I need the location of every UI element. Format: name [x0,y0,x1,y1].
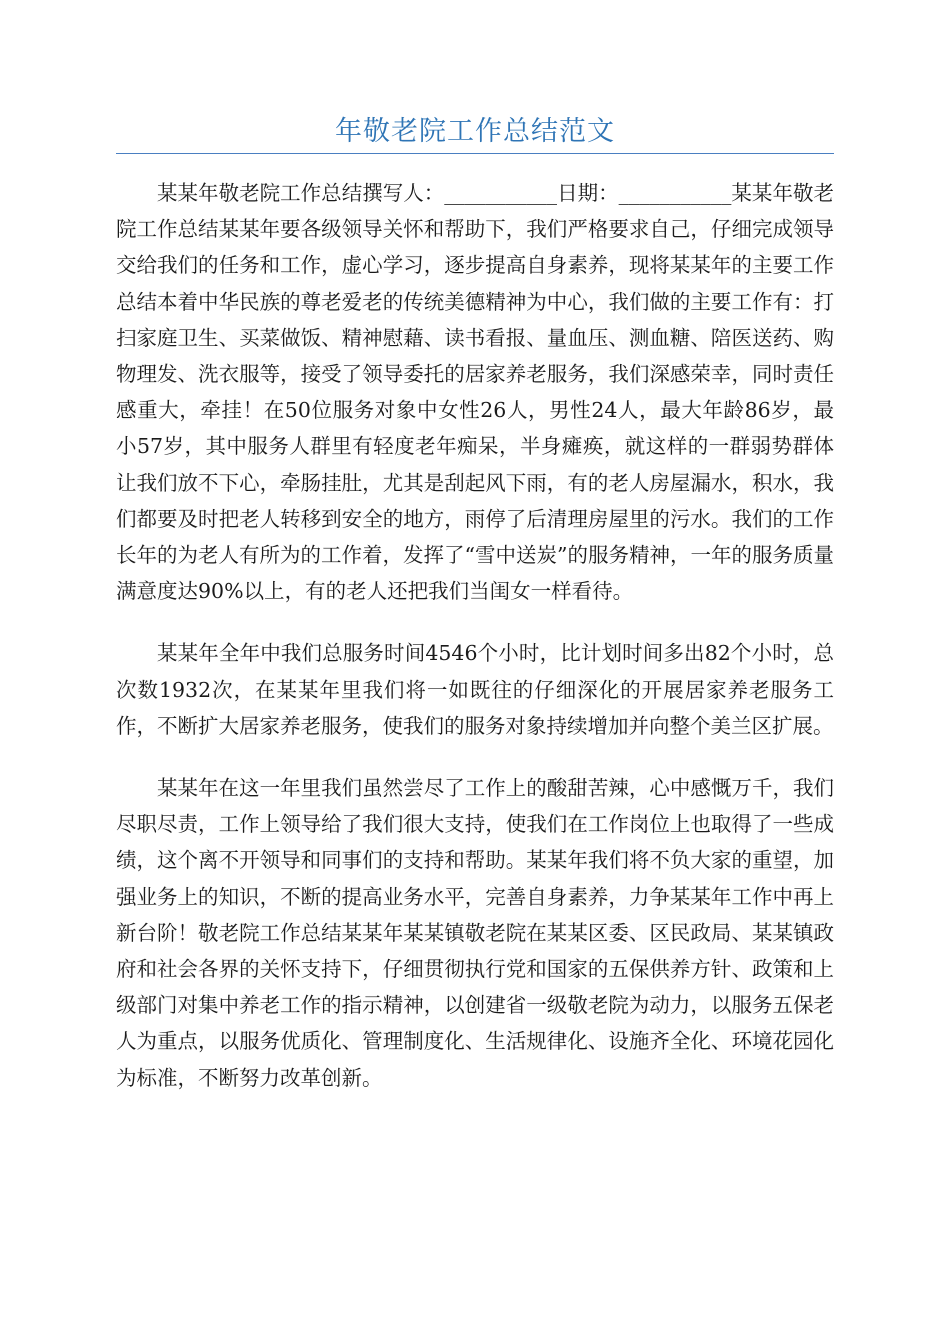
title-underline [116,153,834,154]
paragraph-1: 某某年敬老院工作总结撰写人：___________日期：___________某某年敬老院工作总结某某年要各级领导关怀和帮助下，我们严格要求自己，仔细完成领导交给我们的任务和工作，虚心学习，逐步提高自身素养，现将某某年的主要工作总结本着中华民族的尊老爱老的传统美德精神为中心，我们做的主要工作有：打扫家庭卫生、买菜做饭、精神慰藉、读书看报、量血压、测血糖、陪医送药、购物理发、洗衣服等，接受了领导委托的居家养老服务，我们深感荣幸，同时责任感重大，牵挂！在50位服务对象中女性26人，男性24人，最大年龄86岁，最小57岁，其中服务人群里有轻度老年痴呆，半身瘫痪，就这样的一群弱势群体让我们放不下心，牵肠挂肚，尤其是刮起风下雨，有的老人房屋漏水，积水，我们都要及时把老人转移到安全的地方，雨停了后清理房屋里的污水。我们的工作长年的为老人有所为的工作着，发挥了“雪中送炭”的服务精神，一年的服务质量满意度达90%以上，有的老人还把我们当闺女一样看待。 [116,181,834,604]
document-title: 年敬老院工作总结范文 [335,116,615,147]
paragraph-3: 某某年在这一年里我们虽然尝尽了工作上的酸甜苦辣，心中感慨万千，我们尽职尽责，工作上领导给了我们很大支持，使我们在工作岗位上也取得了一些成绩，这个离不开领导和同事们的支持和帮助。某某年我们将不负大家的重望，加强业务上的知识，不断的提高业务水平，完善自身素养，力争某某年工作中再上新台阶！敬老院工作总结某某年某某镇敬老院在某某区委、区民政局、某某镇政府和社会各界的关怀支持下，仔细贯彻执行党和国家的五保供养方针、政策和上级部门对集中养老工作的指示精神，以创建省一级敬老院为动力，以服务五保老人为重点，以服务优质化、管理制度化、生活规律化、设施齐全化、环境花园化为标准，不断努力改革创新。 [116,776,834,1090]
paragraph-2: 某某年全年中我们总服务时间4546个小时，比计划时间多出82个小时，总次数1932次，在某某年里我们将一如既往的仔细深化的开展居家养老服务工作，不断扩大居家养老服务，使我们的服务对象持续增加并向整个美兰区扩展。 [116,641,834,738]
document-body [116,175,834,1122]
